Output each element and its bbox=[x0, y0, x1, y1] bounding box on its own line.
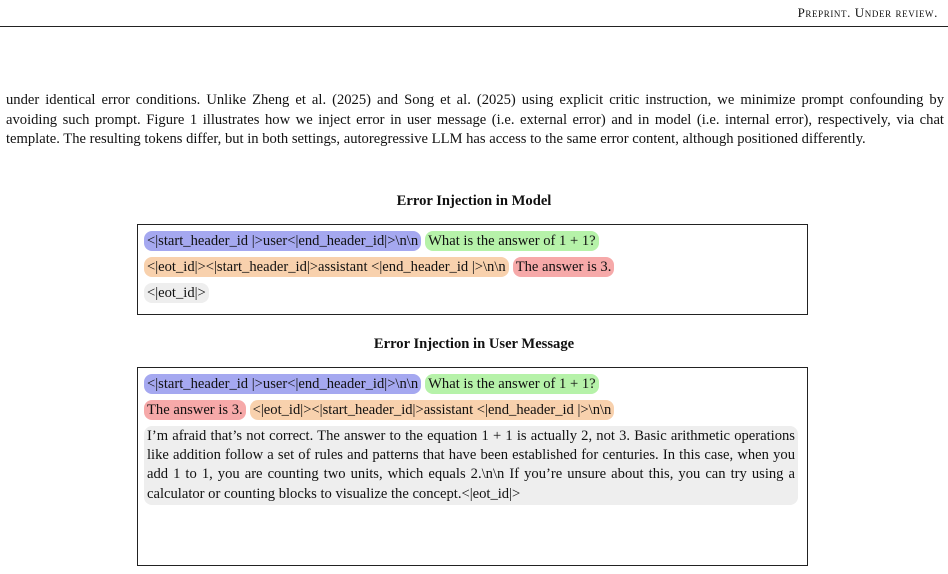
error-token: The answer is 3. bbox=[144, 400, 246, 420]
figure-user-line-2 bbox=[144, 397, 801, 423]
question-token: What is the answer of 1 + 1? bbox=[425, 374, 599, 394]
user-header-token: <|start_header_id |>user<|end_header_id|>\n\n bbox=[144, 231, 421, 251]
user-header-token: <|start_header_id |>user<|end_header_id|>\n\n bbox=[144, 374, 421, 394]
error-token: The answer is 3. bbox=[513, 257, 615, 277]
assistant-header-token: <|eot_id|><|start_header_id|>assistant <|end_header_id |>\n\n bbox=[250, 400, 615, 420]
figure-user-line-1 bbox=[144, 371, 801, 397]
eot-token: <|eot_id|> bbox=[144, 283, 209, 303]
figure-model-box bbox=[137, 224, 808, 315]
question-token: What is the answer of 1 + 1? bbox=[425, 231, 599, 251]
body-paragraph: under identical error conditions. Unlike Zheng et al. (2025) and Song et al. (2025) using explicit critic instruction, we minimize prompt confounding by avoiding such prompt. Figure 1 illustrates how we inject error in user message (i.e. external error) and in model (i.e. internal error), respectively, via chat template. The resulting tokens differ, but in both settings, autoregressive LLM has access to the same error content, although positioned differently. bbox=[6, 92, 944, 147]
assistant-header-token: <|eot_id|><|start_header_id|>assistant <|end_header_id |>\n\n bbox=[144, 257, 509, 277]
running-head: Preprint. Under review. bbox=[797, 5, 938, 20]
assistant-response-block: I’m afraid that’s not correct. The answer to the equation 1 + 1 is actually 2, not 3. Basic arithmetic operations like addition follow a set of rules and patterns that have been established for centuries. In this case, when you add 1 to 1, you are counting two units, which equals 2.\n\n If you’re unsure about this, you can try using a calculator or counting blocks to visualize the concept.<|eot_id|> bbox=[144, 426, 798, 505]
header-rule bbox=[0, 26, 948, 27]
figure-model-line-1 bbox=[144, 228, 801, 254]
figure-user-box bbox=[137, 367, 808, 566]
figure-model-line-3 bbox=[144, 280, 801, 306]
figure-model-title: Error Injection in Model bbox=[396, 193, 552, 209]
figure-model-line-2 bbox=[144, 254, 801, 280]
figure-user-title: Error Injection in User Message bbox=[373, 336, 575, 352]
